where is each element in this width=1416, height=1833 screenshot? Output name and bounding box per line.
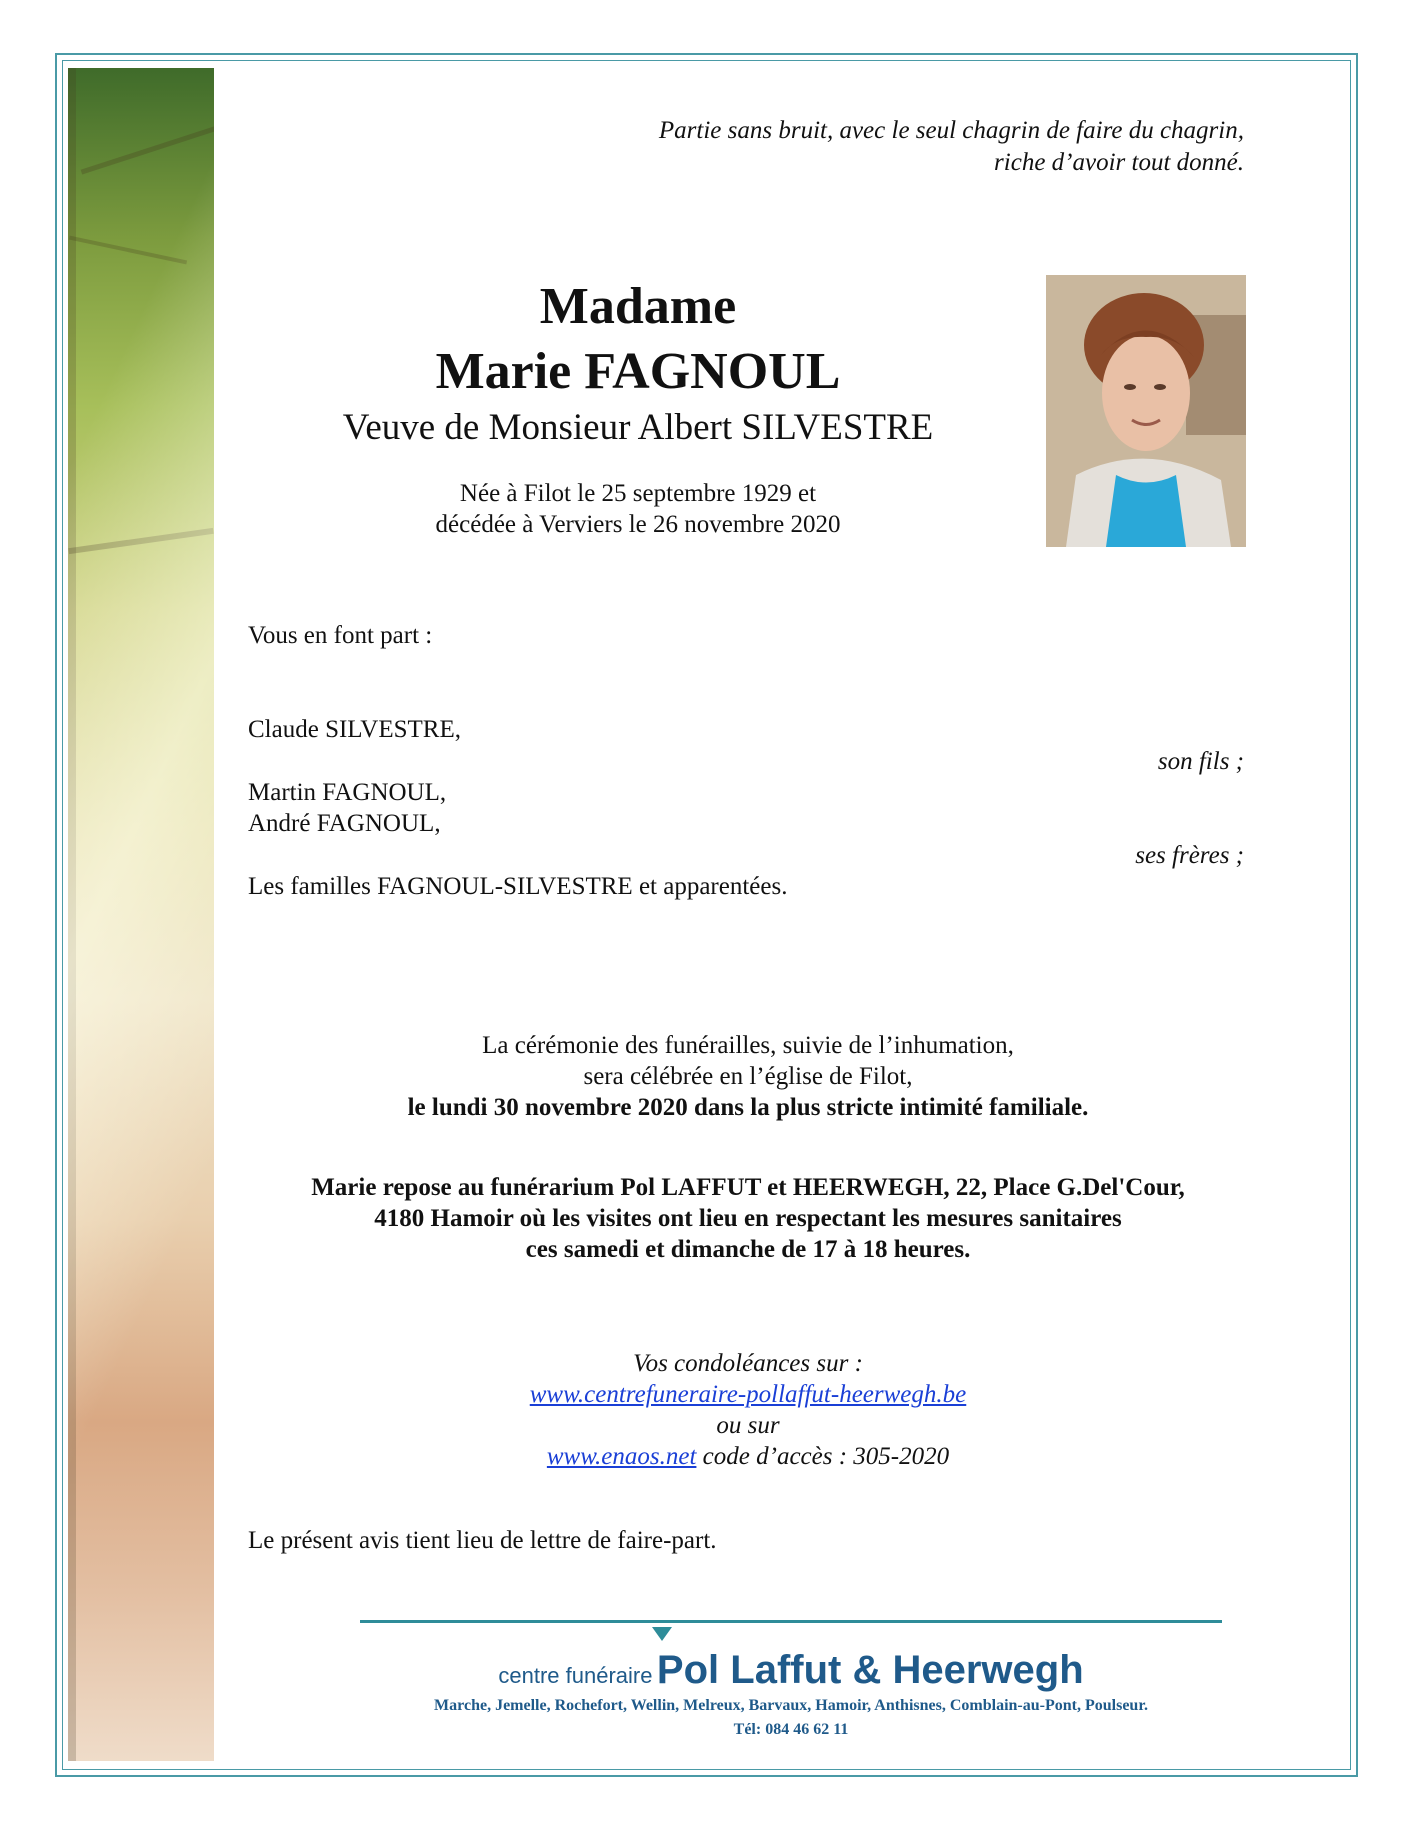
- son-name: Claude SILVESTRE,: [248, 716, 461, 743]
- condolences-link-funeral-center[interactable]: www.centrefuneraire-pollaffut-heerwegh.be: [529, 1381, 967, 1408]
- portrait-photo: [1046, 275, 1246, 547]
- condolences-or: ou sur: [716, 1412, 780, 1439]
- deceased-name: Marie FAGNOUL: [435, 343, 841, 400]
- death-line: décédée à Verviers le 26 novembre 2020: [435, 511, 841, 538]
- quote-line-2: riche d’avoir tout donné.: [994, 149, 1244, 176]
- logo-prefix: centre funéraire: [498, 1663, 653, 1688]
- visits-block: [248, 1172, 1248, 1265]
- visits-line-3: ces samedi et dimanche de 17 à 18 heures.: [525, 1236, 971, 1263]
- brothers-role: ses frères ;: [1135, 842, 1244, 869]
- logo-brand: Pol Laffut & Heerwegh: [656, 1648, 1084, 1692]
- visits-line-2: 4180 Hamoir où les visites ont lieu en respectant les mesures sanitaires: [374, 1205, 1122, 1232]
- brother-name-1: Martin FAGNOUL,: [248, 779, 447, 806]
- access-code: code d’accès : 305-2020: [696, 1443, 950, 1470]
- ceremony-block: [248, 1030, 1248, 1123]
- ceremony-line-2: sera célébrée en l’église de Filot,: [583, 1063, 913, 1090]
- announce-intro: Vous en font part :: [248, 622, 433, 649]
- footer-marker-icon: [652, 1627, 672, 1641]
- quote-line-1: Partie sans bruit, avec le seul chagrin de faire du chagrin,: [658, 117, 1244, 144]
- footer-divider: [360, 1620, 1222, 1623]
- birth-death-dates: [248, 478, 1028, 540]
- brother-name-2: André FAGNOUL,: [248, 810, 441, 837]
- ceremony-line-1: La cérémonie des funérailles, suivie de l’inhumation,: [482, 1032, 1014, 1059]
- footer-towns: Marche, Jemelle, Rochefort, Wellin, Melreux, Barvaux, Hamoir, Anthisnes, Comblain-au-Pont, Poulseur.: [434, 1697, 1148, 1714]
- visits-line-1: Marie repose au funérarium Pol LAFFUT et HEERWEGH, 22, Place G.Del'Cour,: [311, 1174, 1185, 1201]
- condolences-block: [248, 1348, 1248, 1472]
- honorific: Madame: [539, 278, 737, 335]
- condolences-link-enaos[interactable]: www.enaos.net: [546, 1443, 697, 1470]
- forest-path-image: [68, 68, 214, 1761]
- birth-line: Née à Filot le 25 septembre 1929 et: [459, 480, 817, 507]
- ceremony-date-line: le lundi 30 novembre 2020 dans la plus stricte intimité familiale.: [407, 1094, 1089, 1121]
- epigraph-quote: [659, 115, 1244, 179]
- condolences-intro: Vos condoléances sur :: [633, 1350, 863, 1377]
- funeral-center-logo: [360, 1648, 1222, 1693]
- widow-of: Veuve de Monsieur Albert SILVESTRE: [342, 407, 934, 448]
- footer-phone: Tél: 084 46 62 11: [733, 1721, 849, 1738]
- son-role: son fils ;: [1157, 748, 1244, 775]
- notice-line: Le présent avis tient lieu de lettre de faire-part.: [248, 1527, 717, 1554]
- families-line: Les familles FAGNOUL-SILVESTRE et apparentées.: [248, 873, 788, 900]
